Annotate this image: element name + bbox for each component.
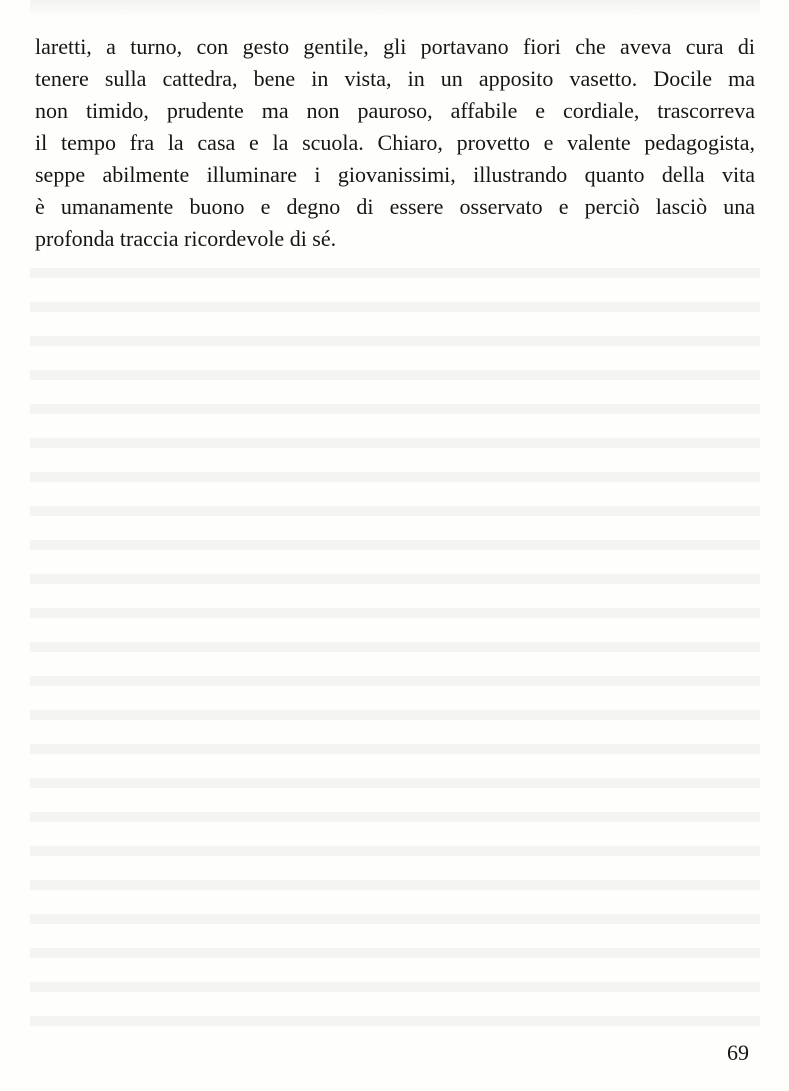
text-line-1: laretti, a turno, con gesto gentile, gli portavano fiori che aveva cura di — [35, 34, 755, 59]
text-line-2: tenere sulla cattedra, bene in vista, in un apposito vasetto. Docile ma — [35, 66, 755, 91]
text-line-5: seppe abilmente illuminare i giovanissimi, illustrando quanto della vita — [35, 162, 755, 187]
text-line-6: è umanamente buono e degno di essere osservato e perciò lasciò una — [35, 194, 755, 219]
reverse-side-bleed — [30, 258, 760, 1038]
paragraph — [35, 31, 755, 255]
text-line-4: il tempo fra la casa e la scuola. Chiaro, provetto e valente pedagogista, — [35, 130, 755, 155]
reverse-side-bleed-top — [30, 0, 760, 14]
page-number: 69 — [727, 1040, 749, 1065]
text-line-7: profonda traccia ricordevole di sé. — [35, 226, 337, 251]
text-line-3: non timido, prudente ma non pauroso, affabile e cordiale, trascorreva — [35, 98, 755, 123]
